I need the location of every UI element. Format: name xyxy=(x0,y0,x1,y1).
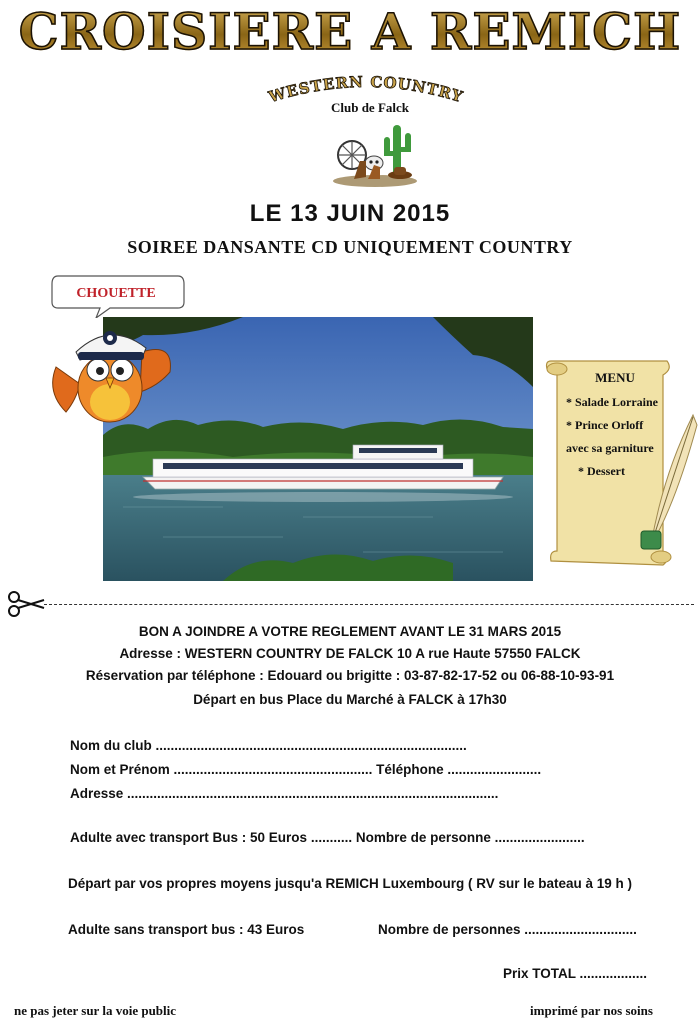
total-label: Prix TOTAL xyxy=(503,966,576,981)
menu-scroll xyxy=(543,355,700,570)
footer-right: imprimé par nos soins xyxy=(530,1003,653,1018)
event-subtitle: SOIREE DANSANTE CD UNIQUEMENT COUNTRY xyxy=(127,237,573,257)
address-text: Adresse : WESTERN COUNTRY DE FALCK 10 A rue Haute 57550 FALCK xyxy=(119,646,581,661)
adult-bus-field[interactable]: Adulte avec transport Bus : 50 Euros ........... Nombre de personne ........................ xyxy=(70,830,585,845)
address-label: Adresse xyxy=(70,786,124,801)
club-label: Nom du club xyxy=(70,738,152,753)
name-field[interactable]: Nom et Prénom ..................................................... Téléphone ......................... xyxy=(70,762,542,777)
cut-line xyxy=(44,604,694,605)
persons-label: Nombre de personne xyxy=(355,830,491,845)
menu-title: MENU xyxy=(595,370,635,385)
address-field[interactable]: Adresse ................................................................................................... xyxy=(70,786,499,801)
menu-item: * Dessert xyxy=(578,464,625,478)
phone-text: Réservation par téléphone : Edouard ou brigitte : 03-87-82-17-52 ou 06-88-10-93-91 xyxy=(85,668,615,683)
footer-left: ne pas jeter sur la voie public xyxy=(14,1003,177,1018)
event-date: LE 13 JUIN 2015 xyxy=(249,200,451,227)
banner-text: WESTERN COUNTRY xyxy=(266,72,466,107)
owl-mascot-icon xyxy=(46,312,176,432)
bubble-text: CHOUETTE xyxy=(76,286,156,301)
menu-item: * Salade Lorraine xyxy=(566,395,658,409)
western-logo-icon xyxy=(330,115,420,195)
departure-text: Départ en bus Place du Marché à FALCK à 17h30 xyxy=(193,692,507,707)
persons-label: Nombre de personnes xyxy=(378,922,521,937)
phone-label: Téléphone xyxy=(376,762,444,777)
deadline-text: BON A JOINDRE A VOTRE REGLEMENT AVANT LE 31 MARS 2015 xyxy=(138,624,562,639)
adult-no-bus-label: Adulte sans transport bus : 43 Euros xyxy=(68,922,305,937)
name-label: Nom et Prénom xyxy=(70,762,170,777)
menu-item: avec sa garniture xyxy=(566,441,654,455)
club-field[interactable]: Nom du club ................................................................................... xyxy=(70,738,467,753)
scissors-icon xyxy=(6,590,46,618)
own-means-text: Départ par vos propres moyens jusqu'a REMICH Luxembourg ( RV sur le bateau à 19 h ) xyxy=(67,876,633,891)
menu-item: * Prince Orloff xyxy=(566,418,644,432)
club-name: Club de Falck xyxy=(330,100,409,115)
total-field[interactable]: Prix TOTAL .................. xyxy=(503,966,648,981)
page-title: CROISIERE A REMICH xyxy=(18,2,682,61)
persons-field[interactable]: Nombre de personnes .............................. xyxy=(378,922,637,937)
adult-bus-label: Adulte avec transport Bus : 50 Euros xyxy=(70,830,308,845)
